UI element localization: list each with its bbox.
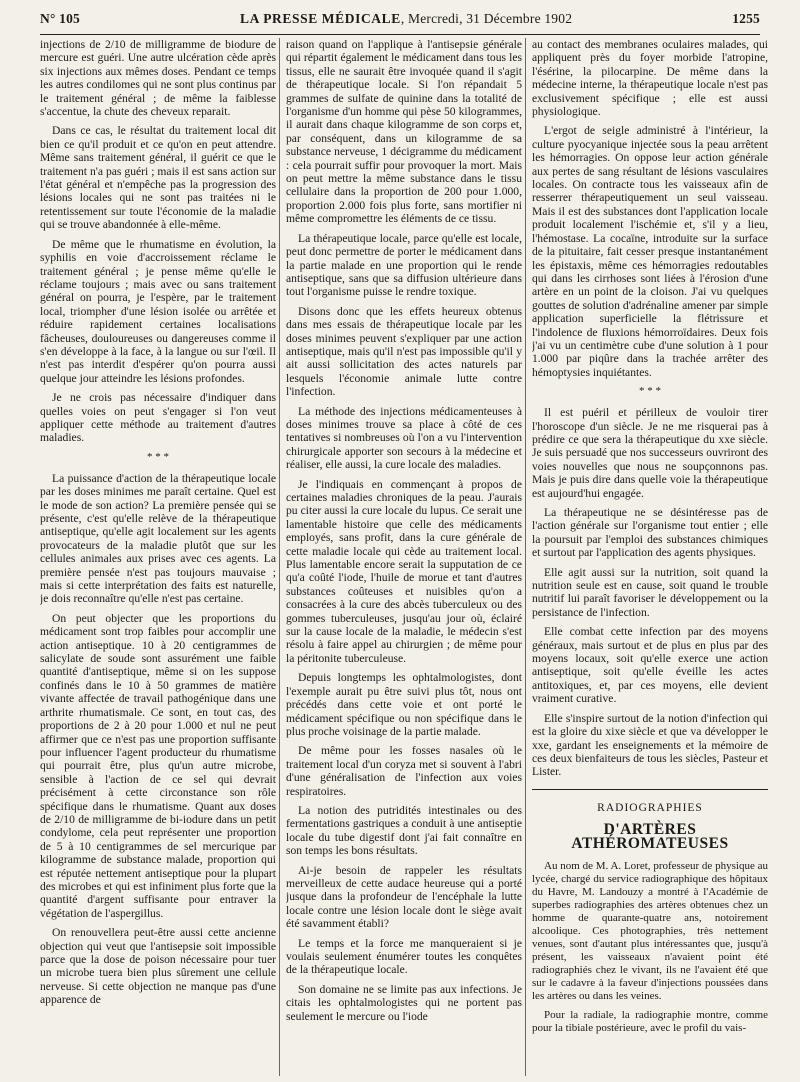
column-divider-1	[279, 38, 280, 1076]
paragraph: La notion des putridités intestinales ou des fermentations gastriques a conduit à une antiseptie locale du tube digestif dont j'ai fait connaître en son temps les bons résultats.	[286, 803, 522, 858]
column-2	[286, 38, 522, 1078]
issue-number: N° 105	[40, 11, 80, 26]
column-divider-2	[525, 38, 526, 1076]
paragraph: Disons donc que les effets heureux obtenus dans mes essais de thérapeutique locale par les doses minimes peuvent s'expliquer par une action antiseptique, mais qu'il n'est pas impossible qu'il y ait aussi sollicitation des actes naturels par lesquels l'économie animale lutte contre l'infection.	[286, 304, 522, 399]
paragraph: On peut objecter que les proportions du médicament sont trop faibles pour accomplir une action antiseptique. 10 à 20 centigrammes de salicylate de soude sont assurément une faible quantité d'antiseptique, même si on les suppose confinés dans le 10 à 50 grammes de matière vivante affectée de travail pathogénique dans une arthrite rhumatismale. Ce sont, en tout cas, des proportions de 2 à 20 pour 1.000 et nul ne peut affirmer que ce n'est pas une proportion suffisante pour influencer l'agent producteur du rhumatisme qui pourrait être, plus qu'un autre microbe, sensible à l'action de ce sel qui devrait précisément à cette circonstance son rôle spécifique dans le rhumatisme. Quant aux doses de 2/10 de milligramme de bi-iodure dans un petit condylome, cela peut représenter une proportion de 5 à 10 centigrammes de sel mercurique par kilogramme de substance malade, proportion qui est réputée nettement antiseptique pour la plupart des microbes et qui est infiniment plus forte que la quantité d'argent suffisante pour entraver la végétation de l'aspergillus.	[40, 611, 276, 920]
section-rule	[532, 789, 768, 790]
section-kicker: RADIOGRAPHIES	[597, 801, 703, 814]
paragraph: La méthode des injections médicamenteuses à doses minimes trouve sa place à côté de ces tentatives si nombreuses où l'on a vu l'intervention chirurgicale apporter son secours à la médecine et réaliser, elle aussi, la cure locale des maladies.	[286, 404, 522, 472]
paragraph: L'ergot de seigle administré à l'intérieur, la culture pyocyanique injectée sous la peau arrêtent les hémorragies. On oppose leur action générale aux pertes de sang résultant de lésions vasculaires locales. On contracte tous les vaisseaux afin de resserrer thérapeutiquement un seul vaisseau. Mais il est des substances dont l'application locale produit localement l'ischémie et, s'il y a lieu, l'hémostase. La cocaïne, introduite sur la surface de la pituitaire, fait cesser presque instantanément les épistaxis, même ces hémorragies redoutables qui dans les cirrhoses sont liées à l'érosion d'une artère en un point de la cloison. J'ai vu quelques gouttes de solution d'adrénaline amener par simple application superficielle la flétrissure et l'indolence de fluxions hémorroïdaires. Deux fois j'ai vu un centimètre cube d'une solution à 1 pour 1.000 par piqûre dans la trachée arrêter des hémoptysies inquiétantes.	[532, 124, 768, 379]
journal-title: LA PRESSE MÉDICALE	[240, 11, 401, 26]
paragraph: injections de 2/10 de milligramme de biodure de mercure est guéri. Une autre ulcération cède après six injections aux mêmes doses. Pendant ce temps les autres condilomes qui ne sont plus continus par le traitement général ; de même la faiblesse s'accentue, la chute des cheveux reparait.	[40, 38, 276, 119]
paragraph: De même pour les fosses nasales où le traitement local d'un coryza met si souvent à l'abri d'une généralisation de l'infection aux voies respiratoires.	[286, 744, 522, 798]
page-number: 1255	[732, 11, 760, 26]
paragraph: au contact des membranes oculaires malades, qui appliquent près du foyer morbide l'atropine, l'ésérine, la pilocarpine. De même dans la médecine interne, la thérapeutique locale n'est pas exclusivement spécifique ; elle est aussi physiologique.	[532, 38, 768, 119]
paragraph: Dans ce cas, le résultat du traitement local dit bien ce qu'il produit et ce qu'on en peut attendre. Même sans traitement général, il guérit ce que le traitement n'a pas guéri ; mais il est sans action sur l'état général et n'empêche pas la progression des lésions locales qui ne sont pas traitées ni le retentissement sur toute l'économie de la maladie qui se trouve abandonnée à elle-même.	[40, 124, 276, 232]
section-separator: * * *	[639, 385, 661, 398]
paragraph: La puissance d'action de la thérapeutique locale par les doses minimes me paraît certaine. Quel est le mode de son action? La première pensée qui se présente, c'est qu'elle relève de la thérapeutique antiseptique, qu'elle agit localement sur les agents provocateurs de la maladie plutôt que sur les cellules animales aux prises avec ces agents. La première pensée n'est pas toujours mauvaise ; mais si cette interprétation des faits est naturelle, je dois reconnaître qu'elle n'est pas certaine.	[40, 471, 276, 606]
paragraph: La thérapeutique ne se désintéresse pas de l'action générale sur l'organisme tout entier ; elle la poursuit par l'emploi des substances chimiques et surtout par l'application des agents physiques.	[532, 506, 768, 560]
paragraph: On renouvellera peut-être aussi cette ancienne objection qui veut que l'antisepsie soit impossible parce que la dose de poison nécessaire pour tuer un microbe tuera bien plus sûrement une cellule nerveuse. Si cette objection ne manque pas d'une apparence de	[40, 926, 276, 1007]
paragraph: Elle s'inspire surtout de la notion d'infection qui est la gloire du xixe siècle et que va développer le xxe, gardant les enseignements et la mémoire de ces deux bienfaiteurs de tous les siècles, Pasteur et Lister.	[532, 711, 768, 779]
section-separator: * * *	[147, 450, 169, 463]
paragraph: Il est puéril et périlleux de vouloir tirer l'horoscope d'un siècle. Je ne me risquerai pas à prédire ce que sera la thérapeutique du xxe siècle. Je suis persuadé que nos successeurs ouvriront des voies nouvelles que nous ne soupçonnons pas. Mais je puis dire dans quelle voie la thérapeutique est aujourd'hui engagée.	[532, 406, 768, 500]
paragraph: La thérapeutique locale, parce qu'elle est locale, peut donc permettre de porter le médicament dans la partie malade en une proportion qui le rende antiseptique, sans que sa diffusion ultérieure dans tout l'organisme puisse le rendre toxique.	[286, 231, 522, 299]
paragraph: Depuis longtemps les ophtalmologistes, dont l'exemple aurait pu être suivi plus tôt, nous ont précédés dans cette voie et ont porté le médicament spécifique ou non spécifique dans le plus proche voisinage de la partie malade.	[286, 671, 522, 738]
issue-date: , Mercredi, 31 Décembre 1902	[400, 11, 573, 26]
paragraph: Je l'indiquais en commençant à propos de certaines maladies chroniques de la peau. J'aurais pu citer aussi la cure locale du lupus. Ce serait une lamentable histoire que celle des médicaments employés, sans profit, dans la cure générale de cette maladie locale qui cède au traitement local. Plus lamentable encore serait la supputation de ce qu'a coûté l'iode, l'huile de morue et tant d'autres substances coûteuses et nuisibles qu'on a consacrées à la cure des abcès tuberculeux ou des gommes tuberculeuses, jusqu'au jour où, éclairé sur la cause locale de la maladie, le médecin s'est résolu à faire appel au chirurgien ; de même pour la péritonite tuberculeuse.	[286, 477, 522, 665]
paragraph: Ai-je besoin de rappeler les résultats merveilleux de cette audace heureuse qui a porté jusque dans la profondeur de l'encéphale la lutte locale contre une lésion locale dont le siège avait été savamment établi?	[286, 863, 522, 931]
column-3	[532, 38, 768, 1078]
paragraph: De même que le rhumatisme en évolution, la syphilis en voie d'accroissement réclame le traitement général ; je pense même qu'elle le réclame toujours ; mais avec ou sans traitement général on pourra, je l'espère, par le traitement local, triompher d'une lésion isolée ou arrêtée et réduire rapidement certaines localisations fâcheuses, douloureuses ou dangereuses comme il s'en développe à la face, à la langue ou sur l'œil. Il n'est pas interdit d'espérer qu'on pourra aussi quelque jour atteindre les lésions profondes.	[40, 237, 276, 385]
section-title: D'ARTÈRES ATHÉROMATEUSES	[571, 821, 729, 852]
paragraph: Elle agit aussi sur la nutrition, soit quand la nutrition seule est en cause, soit quand le trouble nutritif lui paraît favoriser le développement ou la persistance de l'infection.	[532, 565, 768, 619]
section-body	[532, 860, 768, 1035]
paragraph: Elle combat cette infection par des moyens généraux, mais surtout et de plus en plus par des moyens locaux, soit qu'elle exerce une action antiseptique, soit qu'elle éveille les actes antitoxiques, et, par ces moyens, elle devient vraiment curative.	[532, 625, 768, 706]
journal-masthead	[240, 11, 572, 27]
paragraph: Je ne crois pas nécessaire d'indiquer dans quelles voies on peut s'engager si l'on veut appliquer cette méthode au traitement d'autres maladies.	[40, 391, 276, 445]
paragraph: Son domaine ne se limite pas aux infections. Je citais les ophtalmologistes qui ne portent pas seulement le mercure ou l'iode	[286, 982, 522, 1023]
paragraph: Au nom de M. A. Loret, professeur de physique au lycée, chargé du service radiographique des hôpitaux du Havre, M. Landouzy a montré à l'Académie de superbes radiographies des artères obtenues chez un homme de quarante-quatre ans, notoirement alcoolique. Ces photographies, très nettement venues, sont d'autant plus intéressantes que, jusqu'à présent, les vaisseaux n'avaient point été radiographiés chez le vivant, ils ne l'avaient été que sur le cadavre à la faveur d'injections poussées dans les artères ou dans les veines.	[532, 859, 768, 1002]
page-header	[40, 8, 760, 30]
header-rule	[40, 34, 760, 35]
paragraph: raison quand on l'applique à l'antisepsie générale qui répartit également le médicament dans tous les tissus, elle ne saurait être invoquée quand il s'agit de thérapeutique locale. Si l'on répandait 5 grammes de sulfate de quinine dans la totalité de l'organisme d'un homme qui pèse 50 kilogrammes, il aurait dans chaque kilogramme de son corps et, par conséquent, dans un kilogramme de sa substance nerveuse, 1 décigramme du médicament : cela pourrait suffir pour provoquer la mort. Mais on peut mettre la même substance dans le tissu cellulaire dans la proportion de 200 pour 1.000, proportion 2.000 fois plus forte, sans mortifier ni même compromettre les éléments de ce tissu.	[286, 38, 522, 226]
paragraph: Pour la radiale, la radiographie montre, comme pour la tibiale postérieure, avec le profil du vais-	[532, 1008, 768, 1034]
paragraph: Le temps et la force me manqueraient si je voulais seulement énumérer toutes les conquêtes de la thérapeutique locale.	[286, 936, 522, 977]
column-1	[40, 38, 276, 1078]
